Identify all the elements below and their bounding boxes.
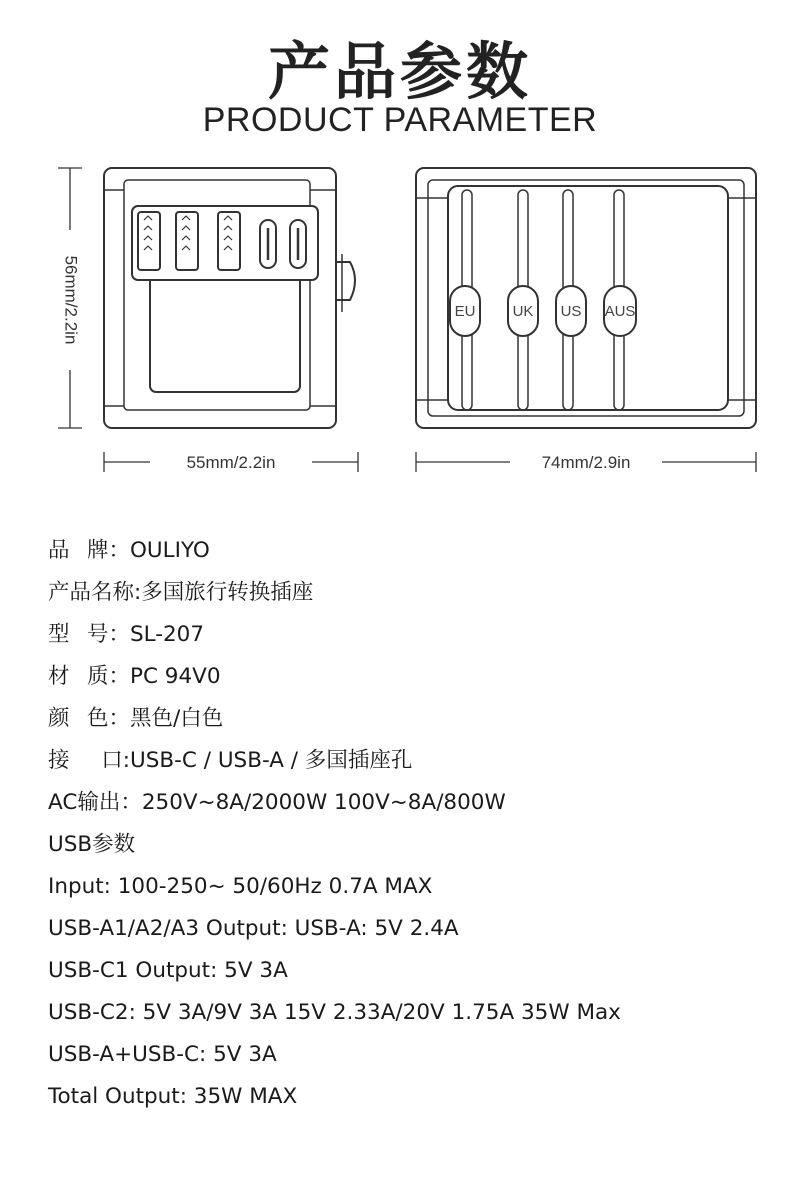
side-width-label: 74mm/2.9in <box>541 453 631 472</box>
spec-value: Total Output: 35W MAX <box>48 1084 298 1109</box>
spec-row-model <box>48 614 788 656</box>
spec-value: OULIYO <box>130 538 210 563</box>
spec-row-usb-heading <box>48 824 788 866</box>
spec-row-usb-c1-output <box>48 950 788 992</box>
spec-label <box>48 656 130 698</box>
spec-row-usb-a-output <box>48 908 788 950</box>
spec-value: USB-A1/A2/A3 Output: USB-A: 5V 2.4A <box>48 916 459 941</box>
page-subtitle: PRODUCT PARAMETER <box>202 101 598 139</box>
spec-label: 产品名称: <box>48 580 142 605</box>
spec-label-char: 材 <box>48 664 70 689</box>
spec-row-product-name <box>48 572 788 614</box>
spec-label-char: 质： <box>86 664 130 689</box>
spec-label-char: 接 <box>48 748 70 773</box>
spec-row-usb-c2-output <box>48 992 788 1034</box>
spec-label <box>48 614 130 656</box>
spec-value: 黑色/白色 <box>130 706 224 731</box>
spec-value: USB-C1 Output: 5V 3A <box>48 958 288 983</box>
spec-list <box>48 530 788 1118</box>
spec-label <box>48 698 130 740</box>
spec-row-brand <box>48 530 788 572</box>
spec-label: AC输出： <box>48 790 142 815</box>
spec-row-total-output <box>48 1076 788 1118</box>
spec-value: 多国旅行转换插座 <box>141 580 314 605</box>
spec-label-char: 口: <box>101 748 130 773</box>
spec-row-interface <box>48 740 788 782</box>
plug-label-us: US <box>560 303 582 320</box>
page-title: 产品参数 <box>267 35 532 108</box>
spec-label-char: 号： <box>86 622 130 647</box>
spec-row-usb-combined <box>48 1034 788 1076</box>
spec-value: Input: 100-250~ 50/60Hz 0.7A MAX <box>48 874 433 899</box>
spec-label <box>48 740 130 782</box>
height-label: 56mm/2.2in <box>61 255 81 345</box>
spec-value: SL-207 <box>130 622 205 647</box>
spec-label-char: 颜 <box>48 706 70 731</box>
side-view <box>416 168 756 428</box>
plug-label-aus: AUS <box>604 303 636 320</box>
spec-value: USB-C2: 5V 3A/9V 3A 15V 2.33A/20V 1.75A 35W Max <box>48 1000 621 1025</box>
front-view <box>104 168 355 428</box>
spec-label-char: 型 <box>48 622 70 647</box>
spec-row-material <box>48 656 788 698</box>
spec-value: USB-C / USB-A / 多国插座孔 <box>130 748 413 773</box>
spec-value: USB-A+USB-C: 5V 3A <box>48 1042 277 1067</box>
spec-label-char: 色： <box>86 706 130 731</box>
plug-label-uk: UK <box>512 303 534 320</box>
spec-row-input <box>48 866 788 908</box>
spec-value: USB参数 <box>48 832 136 857</box>
spec-row-ac-output <box>48 782 788 824</box>
product-dimension-diagram <box>0 150 800 490</box>
spec-value: PC 94V0 <box>130 664 221 689</box>
plug-label-eu: EU <box>454 303 476 320</box>
spec-value: 250V~8A/2000W 100V~8A/800W <box>141 790 506 815</box>
spec-label-char: 牌： <box>86 538 130 563</box>
spec-label <box>48 530 130 572</box>
front-width-label: 55mm/2.2in <box>186 453 276 472</box>
spec-row-color <box>48 698 788 740</box>
spec-label-char: 品 <box>48 538 70 563</box>
